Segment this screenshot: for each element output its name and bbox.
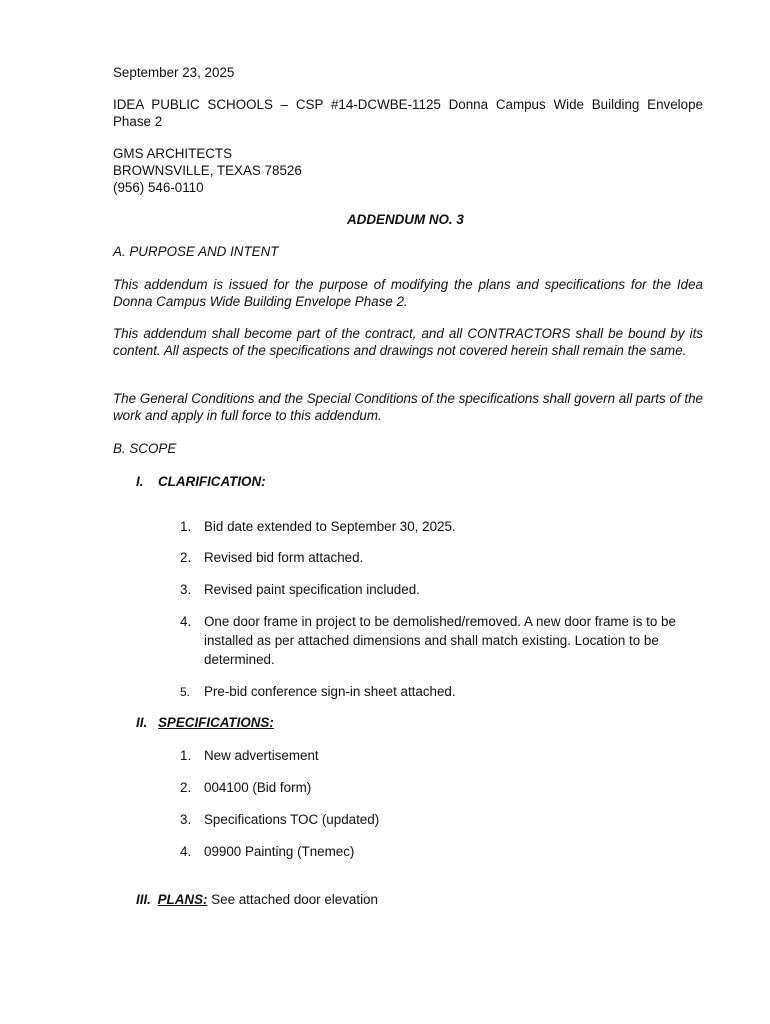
specification-item: 004100 (Bid form) <box>204 780 312 795</box>
clarification-item: Revised bid form attached. <box>204 550 364 565</box>
section-a-heading: A. PURPOSE AND INTENT <box>113 244 279 259</box>
specification-item-number: 1. <box>180 748 192 763</box>
clarification-item: Bid date extended to September 30, 2025. <box>204 519 456 534</box>
clarification-item-number: 2. <box>180 550 192 565</box>
specification-item: 09900 Painting (Tnemec) <box>204 844 355 859</box>
specification-item-number: 2. <box>180 780 192 795</box>
specifications-numeral: II. <box>136 715 148 730</box>
clarification-item-number: 4. <box>180 614 192 629</box>
clarification-item: Revised paint specification included. <box>204 582 420 597</box>
addendum-title: ADDENDUM NO. 3 <box>347 212 464 227</box>
specification-item: New advertisement <box>204 748 319 763</box>
project-title: IDEA PUBLIC SCHOOLS – CSP #14-DCWBE-1125 Donna Campus Wide Building Envelope Phase 2 <box>113 97 703 129</box>
clarification-item-number: 1. <box>180 519 192 534</box>
specifications-title: SPECIFICATIONS: <box>158 715 274 730</box>
purpose-paragraph-2: This addendum shall become part of the contract, and all CONTRACTORS shall be bound by its content. All aspects of the specifications and drawings not covered herein shall remain the same. <box>113 326 703 358</box>
section-b-heading: B. SCOPE <box>113 441 177 456</box>
architect-city: BROWNSVILLE, TEXAS 78526 <box>113 163 302 178</box>
clarification-numeral: I. <box>136 474 144 489</box>
specification-item: Specifications TOC (updated) <box>204 812 380 827</box>
plans-text: See attached door elevation <box>207 892 378 907</box>
plans-numeral: III. <box>136 892 151 907</box>
clarification-item: Pre-bid conference sign-in sheet attached. <box>204 684 456 699</box>
clarification-title: CLARIFICATION: <box>158 474 266 489</box>
clarification-item: One door frame in project to be demolished/removed. A new door frame is to be installed as per attached dimensions and shall match existing. Location to be determined. <box>204 614 676 667</box>
purpose-paragraph-3: The General Conditions and the Special Conditions of the specifications shall govern all parts of the work and apply in full force to this addendum. <box>113 391 703 423</box>
plans-line <box>136 892 378 908</box>
clarification-item-number: 3. <box>180 582 192 597</box>
architect-name: GMS ARCHITECTS <box>113 146 233 161</box>
purpose-paragraph-1: This addendum is issued for the purpose of modifying the plans and specifications for the Idea Donna Campus Wide Building Envelope Phase 2. <box>113 277 703 309</box>
document-date: September 23, 2025 <box>113 65 235 80</box>
specification-item-number: 3. <box>180 812 192 827</box>
clarification-item-number: 5. <box>180 685 191 699</box>
architect-phone: (956) 546-0110 <box>113 180 204 195</box>
plans-title: PLANS: <box>157 892 208 907</box>
specification-item-number: 4. <box>180 844 192 859</box>
